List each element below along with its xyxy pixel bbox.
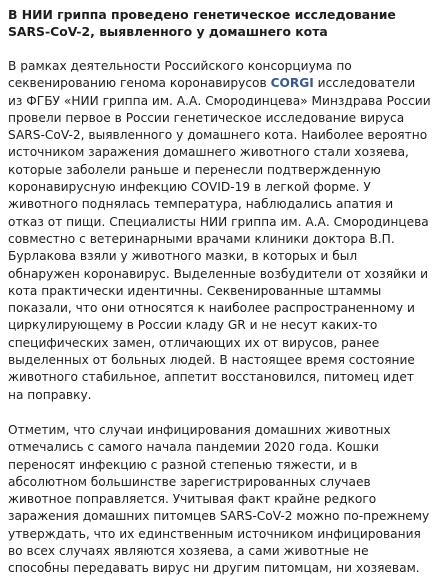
paragraph-1-text-start: В рамках деятельности Российского консорциума по секвенированию генома коронавирусов — [8, 59, 352, 91]
paragraph-1-text-rest: исследователи из ФГБУ «НИИ гриппа им. А.А. Смородинцева» Минздрава России провели первое в России генетическое исследование вируса SARS-CoV-2, выявленного у домашнего кота. Наиболее вероятно источником заражения домашнего животного стали хозяева, которые заболели раньше и перенесли подтвержденную коронавирусную инфекцию COVID-19 в легкой форме. У животного поднялась температура, наблюдались апатия и отказ от пищи. Специалисты НИИ гриппа им. А.А. Смородинцева совместно с ветеринарными врачами клиники доктора В.П. Бурлакова взяли у животного мазки, в которых и был обнаружен коронавирус. Выделенные возбудители от хозяйки и кота практически идентичны. Секвенированные штаммы показали, что они относятся к наиболее распространенному и циркулирующему в России кладу GR и не несут каких-то специфических замен, отличающих их от вирусов, ранее выделенных от больных людей. В настоящее время состояние животного стабильное, аппетит восстановился, питомец идет на поправку. — [8, 76, 431, 402]
post-paragraph-2: Отметим, что случаи инфицирования домашних животных отмечались с самого начала пандемии 2020 года. Кошки переносят инфекцию с разной степенью тяжести, и в абсолютном большинстве зарегистрированных случаев животное поправляется. Учитывая факт крайне редкого заражения домашних питомцев SARS-CoV-2 можно по-прежнему утверждать, что их единственным источником инфицирования во всех случаях являются хозяева, а сами животные не способны передавать вирус ни другим питомцам, ни хозяевам. — [8, 422, 430, 576]
corgi-link[interactable]: CORGI — [270, 76, 314, 91]
post-paragraph-1 — [8, 58, 432, 404]
post-title: В НИИ гриппа проведено генетическое исследование SARS-CoV-2, выявленного у домашнего кота — [8, 7, 396, 39]
